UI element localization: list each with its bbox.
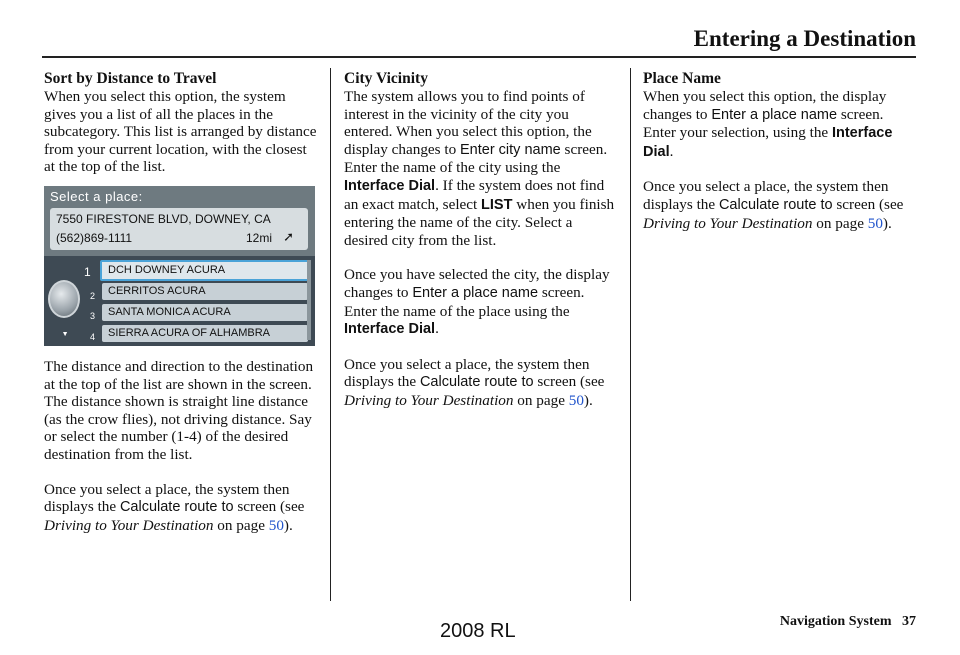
column-sort-by-distance <box>44 70 320 551</box>
page-link[interactable]: 50 <box>268 516 284 534</box>
down-label: ▼ DOWN <box>54 330 77 356</box>
footer-section: Navigation System <box>779 614 892 629</box>
place-list <box>44 256 315 356</box>
paragraph: When you select this option, the display changes to Enter a place name screen. Enter your selection, using the Interface Dial. <box>643 88 893 160</box>
list-number: 1 <box>84 264 91 279</box>
paragraph: The system allows you to find points of interest in the vicinity of the city you entered. When you select this option, the display changes to Enter city name screen. Enter the name of the city using the Interface Dial. If the system does not find an exact match, select LIST when you finish entering the name of the city. Select a desired city from the list. <box>344 88 615 249</box>
footer-page-label <box>780 614 916 630</box>
place-info-box <box>50 208 308 250</box>
paragraph: Once you select a place, the system then displays the Calculate route to screen (see Driving to Your Destination on page 50). <box>344 355 605 409</box>
list-number: 2 <box>90 290 96 301</box>
screen-title: Select a place: <box>50 188 143 204</box>
direction-arrow-icon: ➚ <box>283 228 294 244</box>
list-item[interactable]: SANTA MONICA ACURA <box>102 304 308 321</box>
paragraph: Once you select a place, the system then displays the Calculate route to screen (see Driving to Your Destination on page 50). <box>44 480 305 534</box>
column-divider-1 <box>330 68 331 601</box>
paragraph: Once you have selected the city, the display changes to Enter a place name screen. Enter the name of the place using the Interface Dial. <box>344 266 610 338</box>
place-phone: (562)869-1111 <box>56 230 133 245</box>
paragraph: The distance and direction to the destination at the top of the list are shown in the screen. The distance shown is straight line distance (as the crow flies), not driving distance. Say or select the number (1-4) of the desired destination from the list. <box>44 357 314 463</box>
page-number: 37 <box>902 614 916 629</box>
section-heading: City Vicinity <box>344 70 428 87</box>
list-item[interactable]: SIERRA ACURA OF ALHAMBRA <box>102 325 308 342</box>
interface-dial-icon <box>48 280 80 318</box>
place-address: 7550 FIRESTONE BLVD, DOWNEY, CA <box>56 211 271 226</box>
section-heading: Sort by Distance to Travel <box>44 70 217 87</box>
footer-model: 2008 RL <box>440 620 516 642</box>
list-item[interactable]: DCH DOWNEY ACURA <box>100 260 310 281</box>
page-header-title: Entering a Destination <box>693 26 916 51</box>
column-divider-2 <box>630 68 631 601</box>
select-place-screenshot <box>44 186 315 356</box>
page-link[interactable]: 50 <box>568 391 584 409</box>
list-item[interactable]: CERRITOS ACURA <box>102 283 308 300</box>
section-heading: Place Name <box>643 70 721 87</box>
column-place-name <box>643 70 919 249</box>
paragraph: Once you select a place, the system then displays the Calculate route to screen (see Driving to Your Destination on page 50). <box>643 178 904 232</box>
header-rule <box>42 56 916 58</box>
place-distance: 12mi <box>245 230 272 245</box>
scrollbar[interactable] <box>307 260 311 340</box>
paragraph: When you select this option, the system gives you a list of all the places in the subcategory. This list is arranged by distance from your current location, with the closest at the top of the list. <box>44 88 317 176</box>
list-number: 3 <box>90 310 96 321</box>
column-city-vicinity <box>344 70 620 427</box>
list-number: 4 <box>90 331 96 342</box>
page-link[interactable]: 50 <box>867 214 883 232</box>
